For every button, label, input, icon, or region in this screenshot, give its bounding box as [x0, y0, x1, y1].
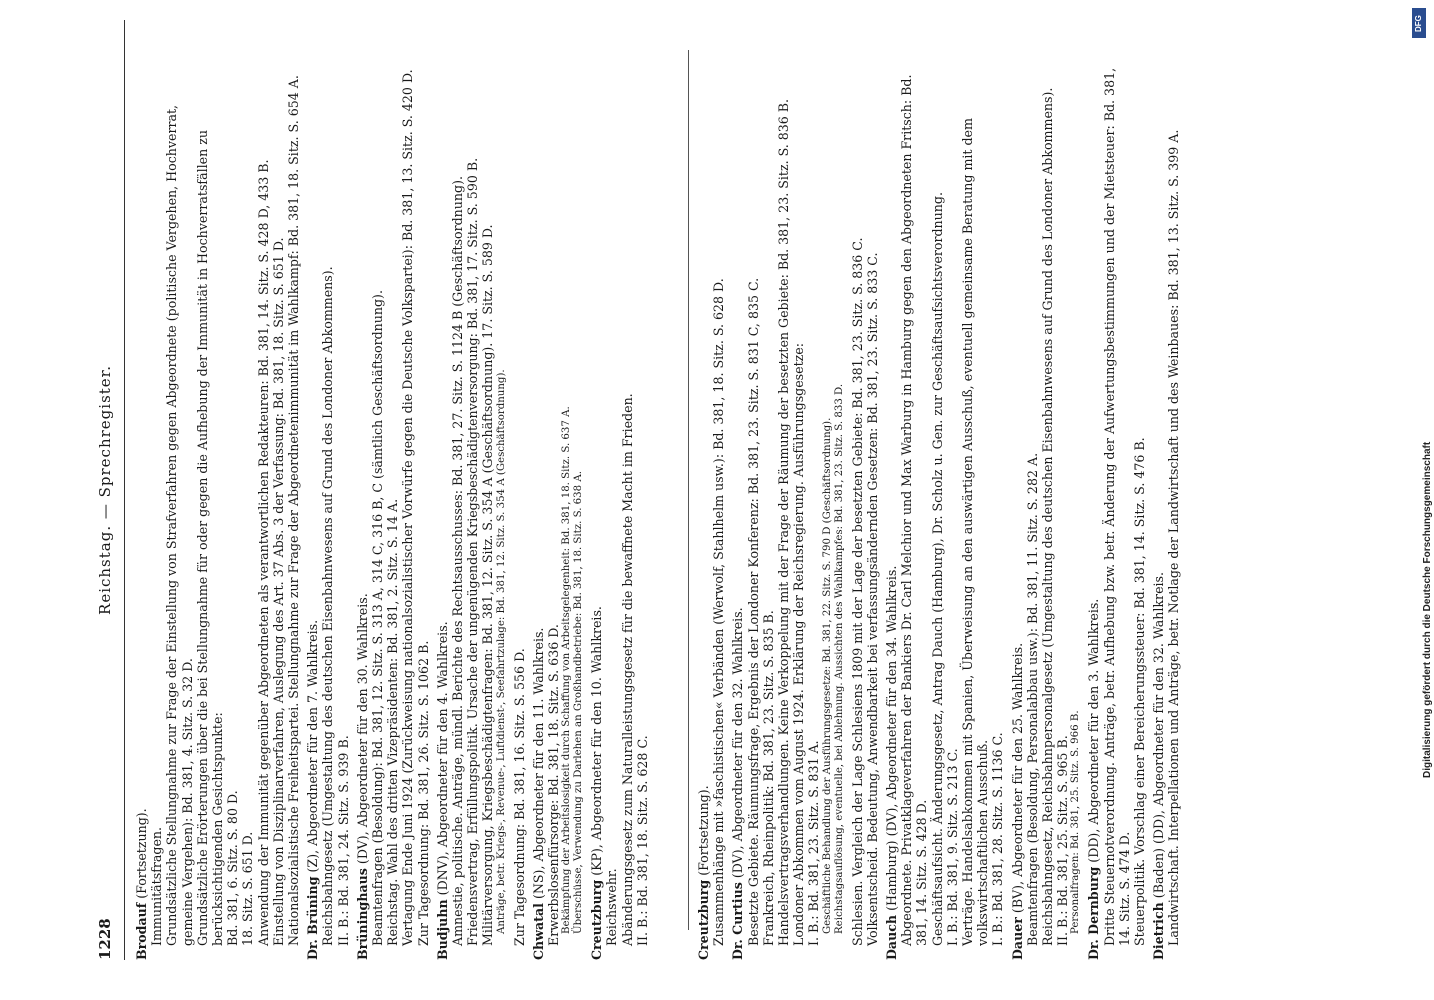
register-entry	[1151, 50, 1181, 960]
entry-note: Überschüsse, Verwendung zu Darlehen an Großhandbetriebe: Bd. 381, 18. Sitz. S. 638 A.	[573, 471, 585, 934]
entry-heading	[355, 50, 370, 960]
entry-line: Immunitätsfragen.	[149, 826, 165, 946]
entry-note: Bekämpfung der Arbeitslosigkeit durch Schaffung von Arbeitsgelegenheit: Bd. 381, 18. Sitz. S. 637 A.	[561, 406, 573, 934]
register-entry	[589, 50, 650, 960]
entry-line: Handelsvertragsverhandlungen. Keine Verkoppelung mit der Frage der Räumung der besetzten Gebiete: Bd. 381, 23. Sitz. S. 836 B.	[776, 98, 792, 946]
entry-heading	[884, 50, 899, 960]
speaker-affiliation: (DV), Abgeordneter für den 32. Wahlkreis.	[730, 607, 746, 879]
entry-line: Einstellung von Disziplinarverfahren, Auslegung des Art. 37 Abs. 3 der Verfassung: Bd. 381, 18. Sitz. S. 651 D.	[270, 237, 286, 946]
dfg-logo-text: DFG	[1414, 15, 1423, 32]
entry-line: 18. Sitz. S. 651 D.	[240, 831, 256, 946]
speaker-affiliation: (Fortsetzung).	[696, 785, 711, 876]
entry-line: Grundsätzliche Stellungnahme zur Frage der Einstellung von Strafverfahren gegen Abgeordnete (politische Vergehen, Hochverrat, gemeine Vergehen): Bd. 381, 4. Sitz. S. 32 D.	[164, 104, 195, 946]
entry-line: Landwirtschaft. Interpellationen und Anträge, betr. Notlage der Landwirtschaft und des Weinbaues: Bd. 381, 13. Sitz. S. 399 A.	[1166, 129, 1182, 946]
entry-line: Londoner Abkommen vom August 1924. Erklärung der Reichsregierung. Ausführungsgesetze:	[791, 343, 807, 946]
entry-line: Verträge. Handelsabkommen mit Spanien, Überweisung an den auswärtigen Ausschuß, eventuell gemeinsame Beratung mit dem volkswirtschaftlichen Ausschuß.	[960, 118, 991, 946]
digitization-credit	[1408, 18, 1433, 978]
register-entry	[730, 50, 845, 960]
register-entry	[696, 50, 726, 960]
entry-line: Nationalsozialistische Freiheitspartei. Stellungnahme zur Frage der Abgeordnetenimmunität im Wahlkampf: Bd. 381, 18. Sitz. S. 654 A.	[286, 75, 302, 946]
speaker-affiliation: (BV), Abgeordneter für den 25. Wahlkreis.	[1009, 642, 1025, 914]
speaker-affiliation: (Baden) (DD), Abgeordneter für den 32. Wahlkreis.	[1151, 571, 1167, 899]
rotated-register-page	[90, 20, 1330, 960]
speaker-name: Dauer	[1009, 917, 1025, 960]
speaker-name: Dauch	[884, 914, 900, 960]
entry-line: Reichsbahngesetz (Umgestaltung des deutschen Eisenbahnwesens auf Grund des Londoner Abkommens).	[320, 266, 336, 946]
speaker-affiliation: (DD), Abgeordneter für den 3. Wahlkreis.	[1086, 598, 1102, 863]
register-entry	[884, 50, 1006, 960]
entry-heading	[134, 50, 149, 960]
page-header	[90, 20, 130, 960]
entry-line: Amnestie, politische. Anträge, mündl. Berichte des Rechtsausschusses: Bd. 381, 27. Sitz. S. 1124 B (Geschäftsordnung).	[450, 176, 466, 946]
entry-note: Geschäftliche Behandlung der Ausführungsgesetze: Bd. 381, 22. Sitz. S. 790 D (Geschäftsordnung).	[821, 417, 833, 934]
entry-note: Anträge, betr. Kriegs-, Revenue-, Luftdienst-, Seefahrtzulage: Bd. 381, 12. Sitz. S. 354 A (Geschäftsordnung).	[495, 369, 507, 934]
right-column	[696, 50, 1296, 960]
entry-line: Abänderungsgesetz zum Naturalleistungsgesetz für die bewaffnete Macht im Frieden.	[619, 393, 635, 946]
speaker-name: Dietrich	[1151, 902, 1167, 960]
speaker-affiliation: (DNV), Abgeordneter für den 4. Wahlkreis.	[434, 621, 450, 896]
entry-line: Beamtenfragen (Besoldung, Personalabbau usw.): Bd. 381, 11. Sitz. S. 282 A.	[1024, 452, 1040, 946]
entry-line: Bd. 381, 6. Sitz. S. 80 D.	[225, 790, 241, 946]
register-entry	[1086, 50, 1147, 960]
entry-line: Volksentscheid. Bedeutung, Anwendbarkeit bei verfassungsändernden Gesetzen: Bd. 381, 23. Sitz. S. 833 C.	[864, 252, 880, 946]
register-entry	[1010, 50, 1083, 960]
entry-line: Zusammenhänge mit »faschistischen« Verbänden (Werwolf, Stahlhelm usw.): Bd. 381, 18. Sitz. S. 628 D.	[711, 278, 727, 946]
running-head: Reichstag. — Sprechregister.	[96, 365, 114, 615]
speaker-affiliation: (Hamburg) (DV), Abgeordneter für den 34. Wahlkreis.	[884, 565, 900, 911]
speaker-affiliation: (NS), Abgeordneter für den 11. Wahlkreis.	[530, 627, 546, 900]
speaker-name: Budjuhn	[434, 899, 450, 960]
entry-line: Steuerpolitik. Vorschlag einer Bereicherungssteuer: Bd. 381, 14. Sitz. S. 476 B.	[1132, 437, 1148, 946]
speaker-name: Creutzburg	[589, 879, 605, 960]
speaker-name: Dr. Dernburg	[1086, 866, 1102, 960]
entry-heading	[1086, 50, 1101, 960]
speaker-affiliation: (Z), Abgeordneter für den 7. Wahlkreis.	[305, 619, 321, 873]
left-column	[134, 50, 684, 960]
dfg-logo	[1412, 8, 1426, 38]
speaker-affiliation: (DV), Abgeordneter für den 30. Wahlkreis.	[354, 593, 370, 865]
register-entry	[850, 50, 880, 960]
entry-line: Dritte Steuernotverordnung. Anträge, betr. Aufhebung bzw. betr. Änderung der Aufwertungsbestimmungen und der Mietsteuer: Bd. 381, 14. Sitz. S. 474 D.	[1101, 67, 1132, 946]
entry-line: Beamtenfragen (Besoldung): Bd. 381, 12. Sitz. S. 313 A, 314 C, 316 B, C (sämtlich Geschäftsordnung).	[370, 290, 386, 946]
entry-line: I. B.: Bd. 381, 9. Sitz. S. 213 C.	[944, 748, 960, 946]
speaker-name: Creutzburg	[696, 879, 711, 960]
header-rule	[124, 20, 125, 960]
register-entry	[134, 50, 301, 960]
column-divider	[688, 50, 689, 930]
entry-heading	[435, 50, 450, 960]
entry-line: Erwerbslosenfürsorge: Bd. 381, 18. Sitz. S. 636 D.	[546, 624, 562, 946]
speaker-name: Brüninghaus	[354, 868, 370, 960]
register-entry	[531, 50, 585, 960]
entry-line: Anwendung der Immunität gegenüber Abgeordneten als verantwortlichen Redakteuren: Bd. 381, 14. Sitz. S. 428 D, 433 B.	[255, 159, 271, 946]
entry-line: Reichsbahngesetz, Reichsbahnpersonalgesetz (Umgestaltung des deutschen Eisenbahnwesens auf Grund des Londoner Abkommens).	[1040, 87, 1056, 946]
entry-line: Reichswehr.	[604, 868, 620, 946]
register-entry	[435, 50, 508, 960]
entry-heading	[1151, 50, 1166, 960]
speaker-name: Chwatal	[530, 903, 546, 960]
entry-line: Militärversorgung, Kriegsbeschädigtenfragen: Bd. 381, 12. Sitz. S. 354 A (Geschäftsordnung). 17. Sitz. S. 589 D.	[480, 224, 496, 946]
entry-line: II. B.: Bd. 381, 24. Sitz. S. 939 B.	[335, 735, 351, 946]
speaker-name: Brodauf	[134, 902, 149, 960]
entry-line: II. B.: Bd. 381, 25. Sitz. S. 965 B.	[1055, 735, 1071, 946]
entry-line: Vertagung Ende Juni 1924 (Zurückweisung nationalsozialistischer Vorwürfe gegen die Deutsche Volkspartei): Bd. 381, 13. Sitz. S. 420 D.	[400, 69, 416, 946]
entry-heading	[531, 50, 546, 960]
entry-line: I. B.: Bd. 381, 28. Sitz. S. 1136 C.	[990, 732, 1006, 946]
entry-heading	[589, 50, 604, 960]
speaker-name: Dr. Brüning	[305, 876, 321, 960]
entry-line: Zur Tagesordnung: Bd. 381, 16. Sitz. S. 556 D.	[511, 648, 527, 946]
register-entry	[305, 50, 351, 960]
entry-line: Zur Tagesordnung: Bd. 381, 26. Sitz. S. 1062 B.	[415, 640, 431, 946]
entry-line: Reichstag. Wahl des dritten Vizepräsidenten: Bd. 381, 2. Sitz. S. 14 A.	[385, 498, 401, 946]
credit-text: Digitalisierung gefördert durch die Deutsche Forschungsgemeinschaft	[1422, 441, 1433, 778]
entry-heading	[730, 50, 745, 960]
entry-note: Personalfragen: Bd. 381, 25. Sitz. S. 966 B.	[1070, 710, 1082, 934]
register-entry	[355, 50, 431, 960]
entry-line: II. B.: Bd. 381, 18. Sitz. S. 628 C.	[634, 735, 650, 946]
entry-line: Abgeordnete. Privatklageverfahren der Bankiers Dr. Carl Melchior und Max Warburg in Hamburg gegen den Abgeordneten Fritsch: Bd. 381, 14. Sitz. S. 428 D.	[899, 74, 930, 946]
page-number: 1228	[96, 918, 114, 960]
register-entry	[512, 50, 527, 960]
entry-line: Geschäftsaufsicht. Änderungsgesetz, Antrag Dauch (Hamburg), Dr. Scholz u. Gen. zur Geschäftsaufsichtsverordnung.	[929, 192, 945, 946]
entry-note: Reichstagsauflösung, eventuelle, bei Ablehnung. Aussichten des Wahlkampfes: Bd. 381, 23. Sitz. S. 833 D.	[833, 383, 845, 934]
entry-heading	[696, 50, 711, 960]
entry-heading	[1010, 50, 1025, 960]
speaker-affiliation: (KP), Abgeordneter für den 10. Wahlkreis.	[589, 606, 605, 876]
entry-line: I. B.: Bd. 381, 23. Sitz. S. 831 A.	[806, 740, 822, 946]
entry-line: Schlesien. Vergleich der Lage Schlesiens 1809 mit der Lage der besetzten Gebiete: Bd. 381, 23. Sitz. S. 836 C.	[849, 237, 865, 946]
entry-line: Grundsätzliche Erörterungen über die bei Stellungnahme für oder gegen die Aufhebung der Immunität in Hochverratsfällen zu berücksichtigenden Gesichtspunkte:	[194, 130, 226, 946]
speaker-affiliation: (Fortsetzung).	[134, 808, 149, 899]
entry-line: Friedensvertrag, Erfüllungspolitik. Ursache der ungenügenden Kriegsbeschädigtenversorgung: Bd. 381, 17. Sitz. S. 590 B.	[465, 157, 481, 946]
entry-line: Frankreich, Rheinpolitik: Bd. 381, 23. Sitz. S. 835 B.	[760, 610, 776, 946]
entry-heading	[305, 50, 320, 960]
entry-line: Besetzte Gebiete. Räumungsfrage, Ergebnis der Londoner Konferenz: Bd. 381, 23. Sitz. S. 831 C, 835 C.	[745, 277, 761, 946]
speaker-name: Dr. Curtius	[730, 882, 746, 960]
